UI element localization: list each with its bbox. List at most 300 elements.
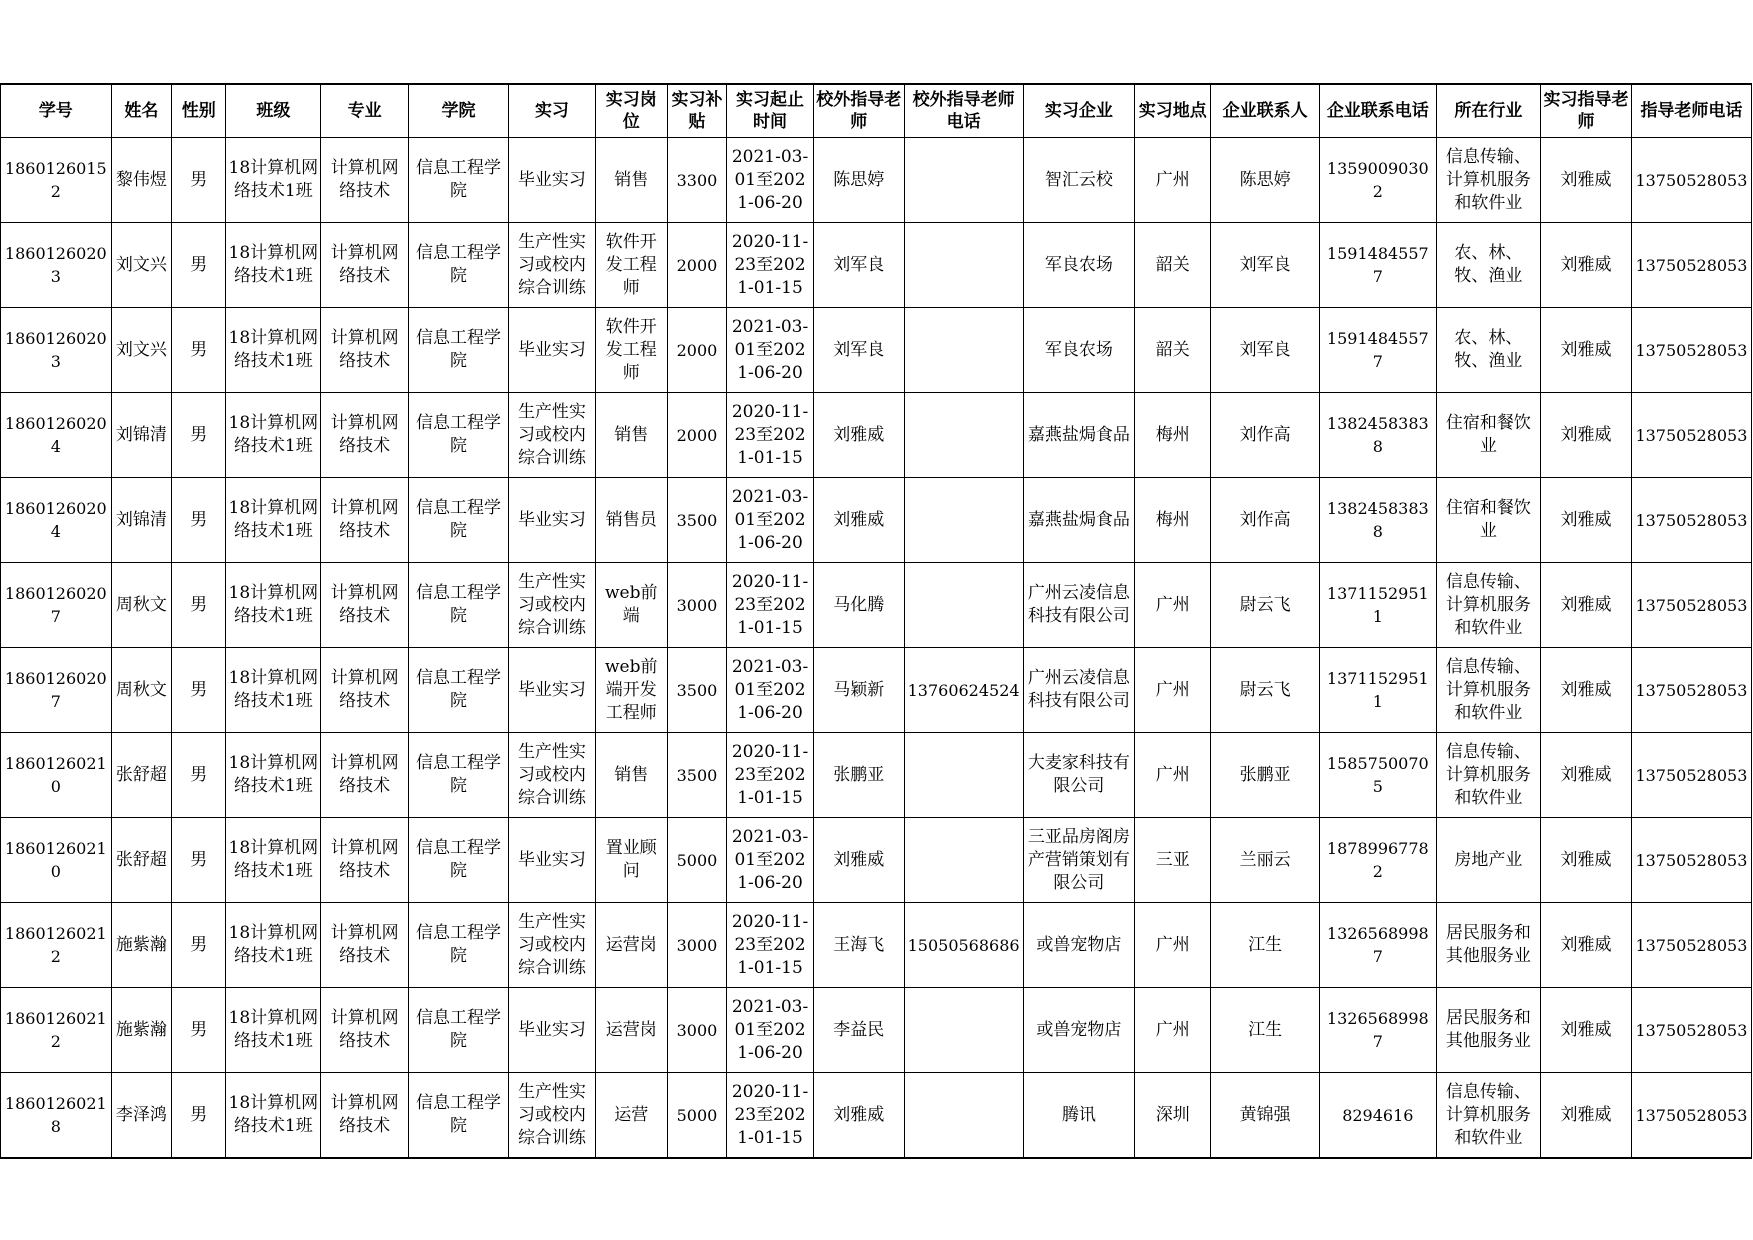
table-row: [1, 733, 1752, 818]
table-cell: [813, 733, 904, 818]
cell-text: 毕业实习: [517, 509, 586, 530]
table-cell: [727, 138, 814, 223]
table-cell: [111, 223, 172, 308]
table-cell: [904, 563, 1023, 648]
cell-text: 18789967782: [1326, 839, 1429, 881]
table-cell: [321, 648, 409, 733]
table-cell: [172, 903, 226, 988]
table-row: [1, 138, 1752, 223]
table-cell: [904, 478, 1023, 563]
table-cell: [321, 478, 409, 563]
cell-text: 销售员: [605, 509, 657, 530]
cell-text: 信息工程学院: [416, 1093, 502, 1136]
cell-text: 15050568686: [907, 935, 1020, 955]
column-header: 班级: [226, 84, 321, 138]
table-cell: [1211, 223, 1320, 308]
table-cell: [1541, 648, 1632, 733]
cell-text: 刘作高: [1239, 509, 1291, 530]
table-cell: [321, 308, 409, 393]
table-cell: [667, 1073, 726, 1159]
cell-text: 5000: [676, 1105, 718, 1125]
table-cell: [904, 648, 1023, 733]
cell-text: 生产性实习或校内综合训练: [517, 401, 586, 468]
cell-text: 刘雅威: [833, 509, 885, 530]
table-cell: [172, 648, 226, 733]
table-row: [1, 563, 1752, 648]
cell-text: 13824583838: [1326, 499, 1429, 541]
cell-text: 马化腾: [833, 594, 885, 615]
table-cell: [1541, 903, 1632, 988]
cell-text: 13750528053: [1635, 1020, 1748, 1040]
table-cell: [226, 733, 321, 818]
cell-text: 农、林、牧、渔业: [1454, 243, 1523, 286]
table-cell: [904, 393, 1023, 478]
cell-text: 2021-03-01至2021-06-20: [731, 316, 809, 383]
cell-text: 生产性实习或校内综合训练: [517, 741, 586, 808]
cell-text: 刘雅威: [1560, 424, 1612, 445]
cell-text: 生产性实习或校内综合训练: [517, 231, 586, 298]
table-cell: [509, 308, 596, 393]
cell-text: 刘雅威: [833, 424, 885, 445]
table-cell: [1631, 648, 1751, 733]
table-cell: [1631, 903, 1751, 988]
table-cell: [111, 308, 172, 393]
table-row: [1, 393, 1752, 478]
cell-text: 18计算机网络技术1班: [228, 1008, 319, 1051]
cell-text: 计算机网络技术: [330, 158, 399, 201]
table-cell: [727, 478, 814, 563]
table-cell: [667, 648, 726, 733]
cell-text: 毕业实习: [517, 169, 586, 190]
cell-text: 男: [190, 764, 208, 785]
table-cell: [595, 478, 667, 563]
table-cell: [408, 818, 508, 903]
table-cell: [408, 1073, 508, 1159]
cell-text: 计算机网络技术: [330, 1008, 399, 1051]
table-cell: [1436, 223, 1540, 308]
table-cell: [111, 818, 172, 903]
table-cell: [667, 563, 726, 648]
cell-text: 2020-11-23至2021-01-15: [731, 571, 809, 638]
table-cell: [1211, 478, 1320, 563]
table-cell: [595, 563, 667, 648]
cell-text: 江生: [1248, 1019, 1283, 1040]
table-cell: [408, 988, 508, 1073]
table-cell: [1319, 138, 1436, 223]
cell-text: 房地产业: [1454, 849, 1523, 870]
cell-text: 13750528053: [1635, 595, 1748, 615]
cell-text: 男: [190, 1019, 208, 1040]
table-cell: [595, 648, 667, 733]
table-cell: [1631, 138, 1751, 223]
table-cell: [595, 818, 667, 903]
cell-text: 信息工程学院: [416, 923, 502, 966]
table-cell: [813, 308, 904, 393]
cell-text: 18601260207: [4, 669, 107, 711]
cell-text: 13824583838: [1326, 414, 1429, 456]
table-cell: [226, 648, 321, 733]
cell-text: 信息工程学院: [416, 668, 502, 711]
table-cell: [1135, 478, 1211, 563]
table-cell: [226, 903, 321, 988]
cell-text: 2000: [676, 340, 718, 360]
table-cell: [813, 903, 904, 988]
cell-text: 张舒超: [115, 849, 167, 870]
cell-text: 计算机网络技术: [330, 923, 399, 966]
table-cell: [727, 393, 814, 478]
table-row: [1, 308, 1752, 393]
table-cell: [408, 733, 508, 818]
table-cell: [321, 988, 409, 1073]
table-cell: [1, 1073, 112, 1159]
table-cell: [226, 478, 321, 563]
column-header: 实习: [509, 84, 596, 138]
table-cell: [1319, 223, 1436, 308]
table-cell: [172, 138, 226, 223]
table-cell: [595, 903, 667, 988]
table-cell: [172, 223, 226, 308]
table-cell: [1541, 138, 1632, 223]
table-cell: [1319, 648, 1436, 733]
cell-text: 毕业实习: [517, 849, 586, 870]
cell-text: 18601260152: [4, 159, 107, 201]
cell-text: 刘雅威: [1560, 339, 1612, 360]
table-cell: [509, 223, 596, 308]
table-cell: [1319, 393, 1436, 478]
cell-text: 梅州: [1155, 424, 1190, 445]
table-cell: [1541, 818, 1632, 903]
table-cell: [727, 733, 814, 818]
cell-text: 广州: [1155, 679, 1190, 700]
table-cell: [1135, 818, 1211, 903]
table-cell: [111, 1073, 172, 1159]
table-cell: [172, 818, 226, 903]
table-cell: [1135, 1073, 1211, 1159]
table-cell: [408, 393, 508, 478]
cell-text: 李泽鸿: [115, 1104, 167, 1125]
table-cell: [1023, 818, 1135, 903]
table-cell: [1436, 648, 1540, 733]
table-cell: [1, 648, 112, 733]
table-cell: [1135, 903, 1211, 988]
table-cell: [1436, 818, 1540, 903]
cell-text: 刘作高: [1239, 424, 1291, 445]
table-cell: [1, 308, 112, 393]
cell-text: 13750528053: [1635, 935, 1748, 955]
table-cell: [1631, 393, 1751, 478]
cell-text: 马颖新: [833, 679, 885, 700]
cell-text: 广州云凌信息科技有限公司: [1027, 583, 1130, 626]
cell-text: 13265689987: [1326, 1009, 1429, 1051]
table-cell: [904, 138, 1023, 223]
table-cell: [226, 818, 321, 903]
table-cell: [1319, 1073, 1436, 1159]
internship-table: [0, 83, 1752, 1159]
table-cell: [1, 563, 112, 648]
table-cell: [1319, 308, 1436, 393]
table-cell: [667, 308, 726, 393]
cell-text: 13750528053: [1635, 765, 1748, 785]
table-cell: [1135, 563, 1211, 648]
cell-text: 刘军良: [1239, 339, 1291, 360]
cell-text: 刘雅威: [1560, 764, 1612, 785]
table-cell: [667, 818, 726, 903]
table-cell: [321, 733, 409, 818]
cell-text: 13750528053: [1635, 1105, 1748, 1125]
cell-text: 15914845577: [1326, 244, 1429, 286]
cell-text: 军良农场: [1044, 254, 1113, 275]
cell-text: 18计算机网络技术1班: [228, 328, 319, 371]
table-cell: [1023, 393, 1135, 478]
cell-text: 13590090302: [1326, 159, 1429, 201]
cell-text: 18计算机网络技术1班: [228, 753, 319, 796]
column-header: 指导老师电话: [1631, 84, 1751, 138]
cell-text: 广州: [1155, 594, 1190, 615]
cell-text: 计算机网络技术: [330, 328, 399, 371]
table-cell: [1436, 563, 1540, 648]
cell-text: 广州: [1155, 764, 1190, 785]
cell-text: 2020-11-23至2021-01-15: [731, 741, 809, 808]
cell-text: 刘雅威: [833, 849, 885, 870]
column-header: 学院: [408, 84, 508, 138]
header-row: [1, 84, 1752, 138]
table-cell: [595, 733, 667, 818]
table-cell: [1631, 563, 1751, 648]
cell-text: 13750528053: [1635, 850, 1748, 870]
table-cell: [813, 223, 904, 308]
cell-text: 信息传输、计算机服务和软件业: [1445, 146, 1531, 213]
cell-text: 男: [190, 169, 208, 190]
cell-text: 13750528053: [1635, 255, 1748, 275]
cell-text: 王海飞: [833, 934, 885, 955]
cell-text: 信息工程学院: [416, 1008, 502, 1051]
cell-text: 18601260204: [4, 499, 107, 541]
cell-text: 信息工程学院: [416, 413, 502, 456]
table-cell: [321, 138, 409, 223]
cell-text: web前端开发工程师: [605, 656, 658, 723]
table-cell: [727, 1073, 814, 1159]
table-cell: [226, 988, 321, 1073]
table-cell: [408, 903, 508, 988]
column-header: 实习地点: [1135, 84, 1211, 138]
cell-text: 信息传输、计算机服务和软件业: [1445, 571, 1531, 638]
table-cell: [1436, 308, 1540, 393]
cell-text: 张鹏亚: [833, 764, 885, 785]
cell-text: 住宿和餐饮业: [1445, 498, 1531, 541]
cell-text: 18601260207: [4, 584, 107, 626]
cell-text: 毕业实习: [517, 1019, 586, 1040]
cell-text: 18601260212: [4, 1009, 107, 1051]
cell-text: 2020-11-23至2021-01-15: [731, 1081, 809, 1148]
table-cell: [1631, 988, 1751, 1073]
table-cell: [226, 1073, 321, 1159]
cell-text: 刘雅威: [1560, 254, 1612, 275]
cell-text: 3500: [676, 510, 718, 530]
table-cell: [595, 1073, 667, 1159]
cell-text: 2020-11-23至2021-01-15: [731, 401, 809, 468]
table-cell: [904, 903, 1023, 988]
cell-text: 刘雅威: [1560, 679, 1612, 700]
column-header: 性别: [172, 84, 226, 138]
column-header: 实习企业: [1023, 84, 1135, 138]
cell-text: 男: [190, 339, 208, 360]
table-cell: [1135, 223, 1211, 308]
table-cell: [667, 988, 726, 1073]
table-cell: [1, 138, 112, 223]
cell-text: 18601260203: [4, 329, 107, 371]
cell-text: 或兽宠物店: [1036, 934, 1122, 955]
column-header: 实习起止时间: [727, 84, 814, 138]
table-cell: [813, 563, 904, 648]
table-cell: [1, 478, 112, 563]
cell-text: 13750528053: [1635, 170, 1748, 190]
cell-text: 嘉燕盐焗食品: [1027, 424, 1130, 445]
cell-text: 大麦家科技有限公司: [1027, 753, 1130, 796]
table-cell: [595, 223, 667, 308]
table-cell: [321, 223, 409, 308]
cell-text: 运营: [614, 1104, 649, 1125]
table-cell: [1319, 733, 1436, 818]
cell-text: 黄锦强: [1239, 1104, 1291, 1125]
cell-text: 2021-03-01至2021-06-20: [731, 146, 809, 213]
column-header: 企业联系人: [1211, 84, 1320, 138]
cell-text: 15914845577: [1326, 329, 1429, 371]
cell-text: 销售: [614, 169, 649, 190]
table-cell: [172, 1073, 226, 1159]
table-cell: [1023, 903, 1135, 988]
table-cell: [509, 563, 596, 648]
cell-text: 计算机网络技术: [330, 753, 399, 796]
cell-text: 施紫瀚: [115, 934, 167, 955]
cell-text: 18601260218: [4, 1094, 107, 1136]
table-cell: [1135, 308, 1211, 393]
table-cell: [1023, 733, 1135, 818]
cell-text: 13750528053: [1635, 510, 1748, 530]
cell-text: 或兽宠物店: [1036, 1019, 1122, 1040]
table-row: [1, 988, 1752, 1073]
table-cell: [1631, 308, 1751, 393]
table-row: [1, 478, 1752, 563]
cell-text: 刘文兴: [115, 339, 167, 360]
table-cell: [509, 478, 596, 563]
cell-text: 生产性实习或校内综合训练: [517, 571, 586, 638]
table-cell: [1319, 478, 1436, 563]
table-cell: [111, 138, 172, 223]
cell-text: 18601260210: [4, 839, 107, 881]
table-cell: [904, 733, 1023, 818]
cell-text: 13750528053: [1635, 680, 1748, 700]
cell-text: 居民服务和其他服务业: [1445, 923, 1531, 966]
table-cell: [1023, 308, 1135, 393]
table-cell: [509, 903, 596, 988]
cell-text: 黎伟煜: [115, 169, 167, 190]
table-cell: [1211, 903, 1320, 988]
cell-text: 计算机网络技术: [330, 838, 399, 881]
table-cell: [111, 648, 172, 733]
table-cell: [1541, 733, 1632, 818]
cell-text: 男: [190, 1104, 208, 1125]
cell-text: 男: [190, 424, 208, 445]
cell-text: 计算机网络技术: [330, 668, 399, 711]
table-row: [1, 1073, 1752, 1159]
table-cell: [1135, 733, 1211, 818]
cell-text: 8294616: [1342, 1105, 1414, 1125]
table-cell: [226, 308, 321, 393]
table-cell: [1436, 138, 1540, 223]
table-cell: [1, 223, 112, 308]
cell-text: 计算机网络技术: [330, 498, 399, 541]
cell-text: 毕业实习: [517, 339, 586, 360]
cell-text: 13711529511: [1326, 669, 1429, 711]
cell-text: 13750528053: [1635, 425, 1748, 445]
table-cell: [1135, 648, 1211, 733]
table-cell: [509, 138, 596, 223]
cell-text: 广州: [1155, 169, 1190, 190]
table-cell: [1211, 393, 1320, 478]
table-cell: [509, 648, 596, 733]
cell-text: 广州: [1155, 934, 1190, 955]
table-cell: [1541, 563, 1632, 648]
cell-text: 男: [190, 849, 208, 870]
table-cell: [595, 308, 667, 393]
table-cell: [1631, 223, 1751, 308]
cell-text: 嘉燕盐焗食品: [1027, 509, 1130, 530]
table-cell: [595, 393, 667, 478]
column-header: 学号: [1, 84, 112, 138]
cell-text: 计算机网络技术: [330, 413, 399, 456]
column-header: 姓名: [111, 84, 172, 138]
cell-text: 男: [190, 679, 208, 700]
cell-text: 刘雅威: [1560, 1104, 1612, 1125]
table-cell: [172, 393, 226, 478]
cell-text: 施紫瀚: [115, 1019, 167, 1040]
cell-text: 三亚: [1155, 849, 1190, 870]
table-cell: [1319, 903, 1436, 988]
table-cell: [172, 308, 226, 393]
cell-text: 陈思婷: [1239, 169, 1291, 190]
table-cell: [727, 223, 814, 308]
table-cell: [321, 903, 409, 988]
cell-text: 智汇云校: [1044, 169, 1113, 190]
cell-text: 广州: [1155, 1019, 1190, 1040]
cell-text: 农、林、牧、渔业: [1454, 328, 1523, 371]
cell-text: 18计算机网络技术1班: [228, 158, 319, 201]
table-cell: [667, 903, 726, 988]
cell-text: 18计算机网络技术1班: [228, 583, 319, 626]
table-cell: [904, 818, 1023, 903]
cell-text: 信息传输、计算机服务和软件业: [1445, 1081, 1531, 1148]
cell-text: 周秋文: [115, 594, 167, 615]
cell-text: 2021-03-01至2021-06-20: [731, 826, 809, 893]
cell-text: 梅州: [1155, 509, 1190, 530]
table-cell: [226, 393, 321, 478]
cell-text: 软件开发工程师: [605, 316, 657, 383]
table-cell: [1631, 818, 1751, 903]
table-cell: [111, 393, 172, 478]
cell-text: 13760624524: [907, 680, 1020, 700]
table-cell: [1211, 1073, 1320, 1159]
table-cell: [813, 393, 904, 478]
table-cell: [1541, 478, 1632, 563]
table-row: [1, 223, 1752, 308]
cell-text: 18计算机网络技术1班: [228, 923, 319, 966]
table-cell: [904, 308, 1023, 393]
cell-text: 3000: [676, 935, 718, 955]
table-cell: [1023, 563, 1135, 648]
cell-text: 18计算机网络技术1班: [228, 1093, 319, 1136]
cell-text: 2000: [676, 255, 718, 275]
table-cell: [1211, 308, 1320, 393]
